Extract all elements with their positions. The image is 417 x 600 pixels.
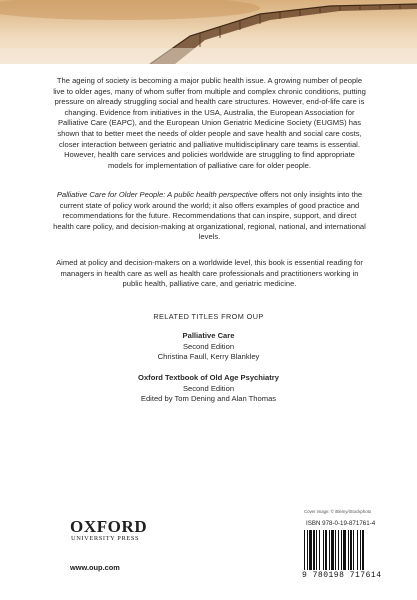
isbn-label: ISBN 978-0-19-871761-4 xyxy=(306,520,376,527)
book-title-italic: Palliative Care for Older People: A public health perspective xyxy=(56,190,258,199)
blurb-paragraph-2-rest: offers not only insights into the current state of policy work around the world; it also offers examples of good practice and recommendations for the future. Recommendations that can inspire, support, and direct health care policy, and decision-making at organizational, regional, national, and international levels. xyxy=(53,190,366,242)
barcode xyxy=(302,530,398,570)
cover-photo-pier xyxy=(0,0,417,64)
publisher-logo-oxford: OXFORD xyxy=(70,517,148,536)
related-book-edition: Second Edition xyxy=(182,383,235,393)
related-book-authors: Edited by Tom Dening and Alan Thomas xyxy=(140,394,277,404)
publisher-url[interactable]: www.oup.com xyxy=(70,563,120,572)
related-book-title: Palliative Care xyxy=(182,331,235,340)
related-book-edition: Second Edition xyxy=(182,341,235,351)
cover-image-credit: Cover image: © ittlemy/iStockphoto xyxy=(304,509,372,514)
pier-illustration xyxy=(0,0,417,64)
related-book-authors: Christina Faull, Kerry Blankley xyxy=(157,352,260,362)
related-book-title: Oxford Textbook of Old Age Psychiatry xyxy=(138,373,279,382)
blurb-paragraph-1: The ageing of society is becoming a major public health issue. A growing number of people live to older ages, many of whom suffer from multiple and complex chronic conditions, putting pressure on already struggling social and health care structures. However, end-of-life care is changing. Evidence from initiatives in the USA, Australia, the European Association for Palliative Care (EAPC), and the European Union Geriatric Medicine Society (EUGMS) has shown that to better meet the needs of older people and save health and social care costs, closer interaction between geriatric and palliative multidisciplinary care teams is essential. However, health care services and policies worldwide are struggling to find appropriate models for implementation of palliative care for older people. xyxy=(53,76,366,170)
barcode-digits: 9 780198 717614 xyxy=(302,571,382,580)
blurb-paragraph-3: Aimed at policy and decision-makers on a worldwide level, this book is essential reading for managers in health care as well as health care professionals and practitioners working in public health, palliative care, and geriatric medicine. xyxy=(56,258,363,289)
publisher-logo-subname: UNIVERSITY PRESS xyxy=(71,535,140,542)
related-book-1 xyxy=(40,331,377,363)
blurb-paragraph-2 xyxy=(52,190,367,243)
related-titles-heading: RELATED TITLES FROM OUP xyxy=(153,312,264,321)
related-book-2 xyxy=(40,373,377,405)
